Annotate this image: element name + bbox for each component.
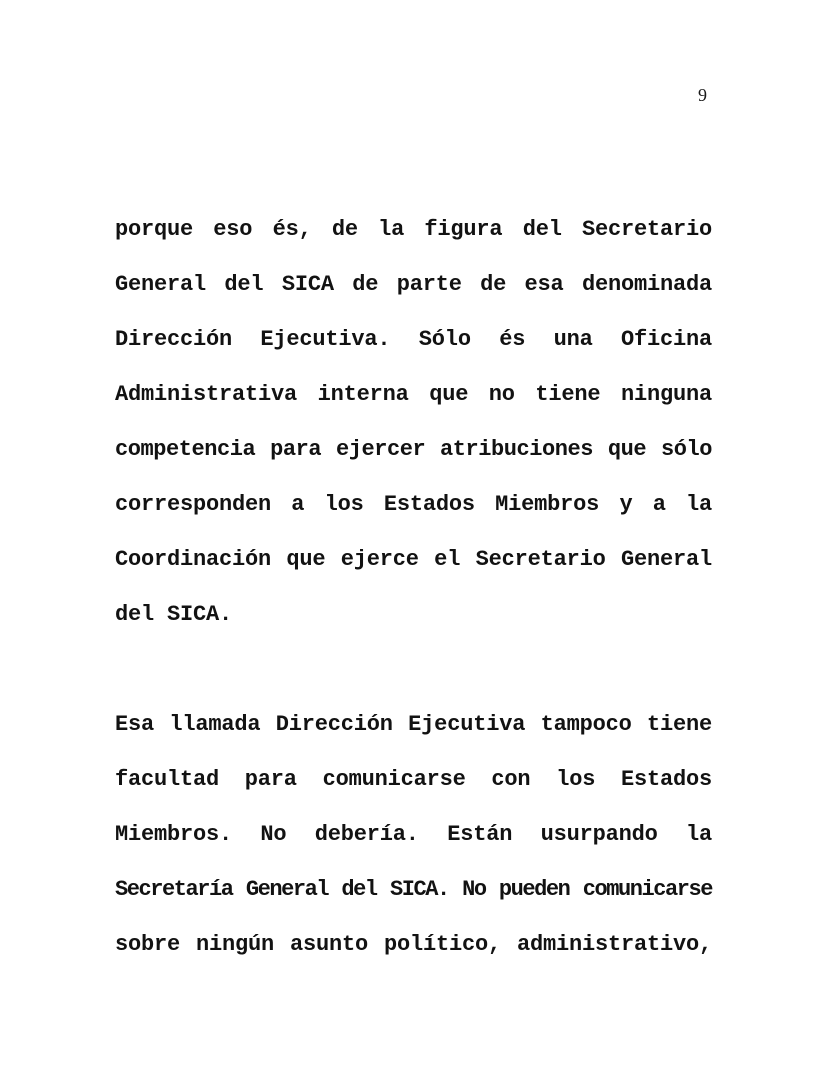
text-line: Dirección Ejecutiva. Sólo és una Oficina [115, 327, 712, 352]
text-line: General del SICA de parte de esa denominada [115, 272, 712, 297]
text-line: del SICA. [115, 602, 233, 627]
paragraph-spacer [115, 642, 712, 697]
text-line: competencia para ejercer atribuciones que sólo [115, 437, 712, 462]
page-number: 9 [698, 85, 707, 105]
text-line: Esa llamada Dirección Ejecutiva tampoco tiene [115, 712, 712, 737]
text-line: Coordinación que ejerce el Secretario General [115, 547, 712, 572]
text-line: Secretaría General del SICA. No pueden comunicarse [115, 877, 712, 902]
text-line: corresponden a los Estados Miembros y a la [115, 492, 712, 517]
text-line: Miembros. No debería. Están usurpando la [115, 822, 712, 847]
body-text [115, 202, 712, 972]
text-line: facultad para comunicarse con los Estados [115, 767, 712, 792]
paragraph-2 [115, 697, 712, 972]
paragraph-1 [115, 202, 712, 642]
text-line: sobre ningún asunto político, administrativo, [115, 932, 712, 957]
text-line: porque eso és, de la figura del Secretario [115, 217, 712, 242]
text-line: Administrativa interna que no tiene ninguna [115, 382, 712, 407]
